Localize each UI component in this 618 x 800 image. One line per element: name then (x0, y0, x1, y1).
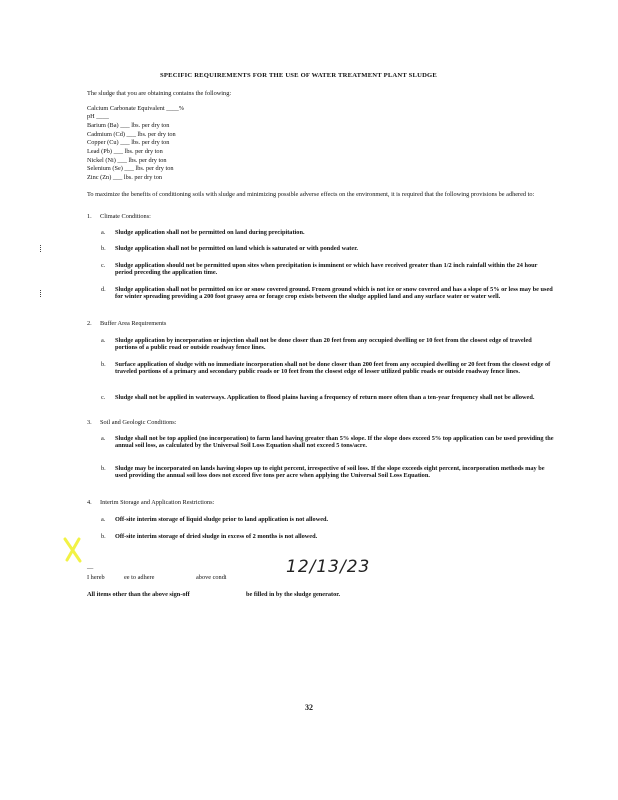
item-text: Sludge may be incorporated on lands having slopes up to eight percent, irrespective of soil loss. If the slope exceeds eight percent, incorporation methods may be used providing the annual soil loss does not exceed five tons per acre when applying the Universal Soil Loss Equation. (115, 465, 545, 480)
section-heading: Soil and Geologic Conditions: (100, 419, 177, 426)
item-text: Off-site interim storage of dried sludge in excess of 2 months is not allowed. (115, 533, 318, 540)
item-text: Sludge application by incorporation or injection shall not be done closer than 20 feet from any occupied dwelling or 10 feet from the closest edge of traveled portions of a public road or outside roadway fence lines. (115, 337, 532, 352)
signoff-text: I hereb (87, 574, 105, 581)
content-line: Lead (Pb) ___ lbs. per dry ton (87, 148, 163, 155)
highlighter-x-mark (62, 536, 84, 564)
signoff-text: ee to adhere (124, 574, 155, 581)
section-heading: Climate Conditions: (100, 213, 151, 220)
item-text: Sludge application shall not be permitted on land during precipitation. (115, 229, 305, 236)
item-letter: c. (101, 262, 106, 269)
item-letter: b. (101, 361, 106, 368)
document-title: SPECIFIC REQUIREMENTS FOR THE USE OF WATER TREATMENT PLANT SLUDGE (160, 72, 437, 79)
content-line: Nickel (Ni) ___ lbs. per dry ton (87, 157, 167, 164)
margin-mark (40, 245, 43, 252)
item-letter: a. (101, 435, 106, 442)
section-heading: Interim Storage and Application Restrictions: (100, 499, 215, 506)
item-letter: d. (101, 286, 106, 293)
item-text: Sludge shall not be top applied (no incorporation) to farm land having greater than 5% slope. If the slope does exceed 5% top application can be used providing the annual soil loss, as calculated by the Universal Soil Loss Equation shall not exceed 5 tons/acre. (115, 435, 554, 450)
page-number: 32 (305, 703, 313, 712)
content-line: Barium (Ba) ___ lbs. per dry ton (87, 122, 170, 129)
signoff-text: above condi (196, 574, 227, 581)
item-letter: c. (101, 394, 106, 401)
item-text: Surface application of sludge with no immediate incorporation shall not be done closer than 200 feet from any occupied dwelling or 20 feet from the closest edge of traveled portions of a primary and secondary public roads or 10 feet from the closest edge of lesser utilized public roads or outside roadway fence lines. (115, 361, 551, 376)
content-line: Cadmium (Cd) ___ lbs. per dry ton (87, 131, 176, 138)
item-text: Sludge shall not be applied in waterways. Application to flood plains having a frequency of return more often than a ten-year frequency shall not be allowed. (115, 394, 535, 401)
item-letter: b. (101, 245, 106, 252)
content-line: Copper (Cu) ___ lbs. per dry ton (87, 139, 170, 146)
item-text: Off-site interim storage of liquid sludge prior to land application is not allowed. (115, 516, 329, 523)
section-heading: Buffer Area Requirements (100, 320, 167, 327)
item-letter: a. (101, 516, 106, 523)
signature-blank-line: __ (87, 563, 94, 570)
item-letter: a. (101, 337, 106, 344)
content-line: pH ____ (87, 113, 109, 120)
item-text: Sludge application shall not be permitted on ice or snow covered ground. Frozen ground which is not ice or snow covered and has a slope of 5% or less may be used for winter spreading providing a 200 foot grassy area or forage crop exists between the sludge applied land and any surface water or water well. (115, 286, 553, 301)
item-letter: b. (101, 465, 106, 472)
content-line: Calcium Carbonate Equivalent ____% (87, 105, 185, 112)
section-number: 4. (87, 499, 92, 506)
preamble-text: To maximize the benefits of conditioning soils with sludge and minimizing possible adverse effects on the environment, it is required that the following provisions be adhered to: (87, 191, 535, 198)
item-text: Sludge application should not be permitted upon sites when precipitation is imminent or which have received greater than 1/2 inch rainfall within the 24 hour period preceding the application time. (115, 262, 538, 277)
margin-mark (40, 290, 43, 297)
handwritten-date: 12/13/23 (286, 557, 371, 577)
item-letter: b. (101, 533, 106, 540)
footer-note: All items other than the above sign-off (87, 591, 190, 598)
section-number: 3. (87, 419, 92, 426)
intro-text: The sludge that you are obtaining contains the following: (87, 90, 232, 97)
section-number: 2. (87, 320, 92, 327)
section-number: 1. (87, 213, 92, 220)
content-line: Selenium (Se) ___ lbs. per dry ton (87, 165, 174, 172)
item-letter: a. (101, 229, 106, 236)
item-text: Sludge application shall not be permitted on land which is saturated or with ponded water. (115, 245, 358, 252)
footer-note: be filled in by the sludge generator. (246, 591, 341, 598)
content-line: Zinc (Zn) ___ lbs. per dry ton (87, 174, 163, 181)
